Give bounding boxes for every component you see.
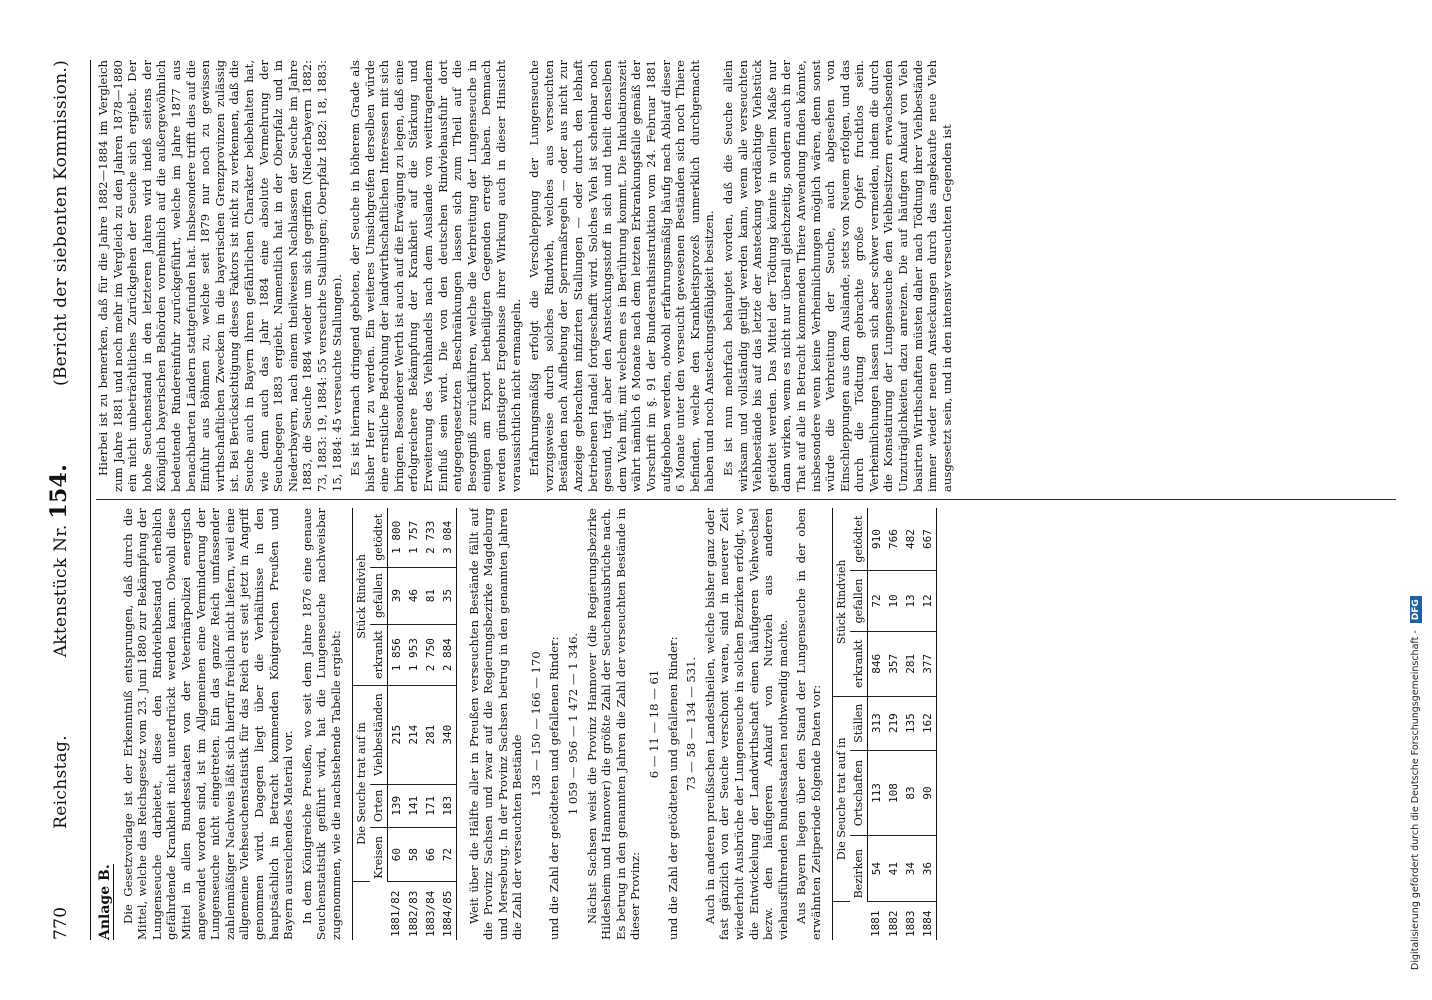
- table-cell: 1 757: [405, 508, 422, 567]
- table-cell: 313: [867, 696, 885, 750]
- paragraph: Es ist hiernach dringend geboten, der Seuche in höherem Grade als bisher Herr zu werden. Ein weiteres Umsichgreifen derselben würde eine ernstliche Bedrohung der landwirthschaftlichen Interessen mit sich bringen. Besonderer Werth ist auch auf die Erwägung zu legen, daß eine erfolgreichere Bekämpfung der Krankheit auf die Stärkung und Erweiterung des Viehhandels nach dem Auslande von weittragendem Einfluß sein wird. Die von den deutschen Rindviehausfuhr dort entgegengesetzten Beschränkungen lassen sich zum Theil auf die Besorgniß zurückführen, welche die Verbreitung der Lungenseuche in einigen am Export betheiligten Gegenden erregt haben. Demnach werden günstigere Ergebnisse ihrer Wirkung auch in dieser Hinsicht voraussichtlich nicht ermangeln.: [348, 60, 523, 492]
- table-row: [885, 508, 902, 940]
- table-cell: 1881: [869, 910, 883, 937]
- year-header: [832, 901, 867, 940]
- table-cell: 2 750: [422, 624, 439, 685]
- year-header: [352, 882, 387, 940]
- table-cell: 1884/85: [439, 882, 457, 940]
- header-center-prefix: Aktenstück Nr.: [51, 524, 71, 658]
- table-row: [387, 508, 405, 940]
- table-cell: 13: [902, 571, 919, 632]
- table-row: [902, 508, 919, 940]
- page-number: 770: [51, 906, 71, 940]
- column-header: erkrankt: [850, 631, 868, 696]
- table-cell: 60: [387, 827, 405, 881]
- header-right: (Bericht der siebenten Kommission.): [51, 60, 71, 387]
- table-cell: 1884: [919, 901, 937, 940]
- column-header: Ortschaften: [850, 750, 868, 836]
- table-row: [422, 508, 439, 940]
- table-cell: 72: [867, 571, 885, 632]
- number-line: 138 — 150 — 166 — 170: [528, 651, 543, 797]
- paragraph: Auch in anderen preußischen Landestheilen, welche bisher ganz oder fast gänzlich von der Seuche verschont waren, sind in neuerer Zeit wiederholt Ausbrüche der Lungenseuche in solchen Bezirken erfolgt, wo die Entwickelung der Landwirthschaft einen häufigeren Viehwechsel bezw. den häufigeren Ankauf von Nutzvieh aus anderen viehausführenden Bundesstaaten nothwendig machte.: [702, 508, 790, 940]
- paragraph: Erfahrungsmäßig erfolgt die Verschleppung der Lungenseuche vorzugsweise durch solches Rindvieh, welches aus verseuchten Beständen nach Aufhebung der Sperrmaßregeln — oder aus nicht zur Anzeige gebrachten infizirten Stallungen — oder durch den lebhaft betriebenen Handel fortgeschafft wird. Solches Vieh ist scheinbar noch gesund, trägt aber den Ansteckungsstoff in sich und theilt denselben dem Vieh mit, mit welchem es in Berührung kommt. Die Inkubationszeit währt nämlich 6 Monate nach dem letzten Erkrankungsfalle gemäß der Vorschrift im §. 91 der Bundesrathsinstruktion vom 24. Februar 1881 aufgehoben werden, obwohl erfahrungsmäßig häufig nach Ablauf dieser 6 Monate unter den verseucht gewesenen Beständen sich noch Thiere befinden, welche den Krankheitsprozeß unmerklich durchgemacht haben und noch Ansteckungsfähigkeit besitzen.: [527, 60, 717, 492]
- table-cell: 183: [439, 784, 457, 827]
- table-cell: 72: [439, 827, 457, 881]
- header-rule: [90, 60, 91, 940]
- table-cell: 1882: [886, 910, 900, 937]
- table-cell: 46: [405, 567, 422, 624]
- table-cell: 667: [919, 508, 937, 571]
- table-cell: 90: [919, 750, 937, 836]
- table-cell: 54: [867, 836, 885, 901]
- table-cell: 1882/83: [406, 890, 420, 937]
- table-cell: 171: [422, 784, 439, 827]
- left-column: [96, 508, 1396, 940]
- column-header: Bezirken: [850, 836, 868, 901]
- anlage-heading: Anlage B.: [97, 864, 113, 940]
- table-cell: 214: [405, 685, 422, 784]
- table-group-header: Die Seuche trat auf in: [352, 685, 370, 882]
- column-header: Viehbeständen: [370, 685, 388, 784]
- table-cell: 482: [902, 508, 919, 571]
- bavaria-table: [832, 508, 937, 940]
- column-divider: [96, 499, 1396, 500]
- number-line: 6 — 11 — 18 — 61: [647, 669, 662, 779]
- paragraph: In dem Königreiche Preußen, wo seit dem Jahre 1876 eine genaue Seuchenstatistik geführt wird, hat die Lungenseuche nachweisbar zugenommen, wie die nachstehende Tabelle ergiebt:: [299, 508, 343, 940]
- table-cell: 846: [867, 631, 885, 696]
- table-cell: 108: [885, 750, 902, 836]
- table-group-header: Stück Rindvieh: [352, 508, 370, 685]
- table-cell: 215: [387, 685, 405, 784]
- table-cell: 139: [387, 784, 405, 827]
- column-header: gefallen: [850, 571, 868, 632]
- table-cell: 357: [885, 631, 902, 696]
- table-cell: 1 800: [387, 508, 405, 567]
- paragraph: und die Zahl der getödteten und gefallenen Rinder:: [665, 636, 680, 940]
- table-cell: 36: [919, 836, 937, 901]
- table-cell: 1 856: [387, 624, 405, 685]
- header-center: [46, 464, 72, 657]
- table-cell: 35: [439, 567, 457, 624]
- table-cell: 141: [405, 784, 422, 827]
- table-cell: 66: [422, 827, 439, 881]
- table-cell: 1 953: [405, 624, 422, 685]
- table-cell: 281: [422, 685, 439, 784]
- paragraph: Hierbei ist zu bemerken, daß für die Jahre 1882—1884 im Vergleich zum Jahre 1881 und noch mehr im Vergleich zu den Jahren 1878—1880 ein nicht unbeträchtliches Zurückgehen der Seuche sich ergiebt. Der hohe Seuchenstand in den letzteren Jahren wird indeß seitens der Königlich bayerischen Behörden vornehmlich auf die außergewöhnlich bedeutende Rindereinfuhr zurückgeführt, welche im Jahre 1877 aus benachbarten Ländern stattgefunden hat. Insbesondere trifft dies auf die Einfuhr aus Böhmen zu, welche seit 1879 nur noch zu gewissen wirthschaftlichen Zwecken in die bayerischen Grenzprovinzen zulässig ist. Bei Berücksichtigung dieses Faktors ist nicht zu verkennen, daß die Seuche auch in Bayern ihren gefährlichen Charakter beibehalten hat, wie denn auch das Jahr 1884 eine absolute Vermehrung der Seuchegegen 1883 ergiebt. Namentlich hat in der Oberpfalz und in Niederbayern, nach einem theilweisen Nachlassen der Seuche im Jahre 1883, die Seuche 1884 wieder um sich gegriffen (Niederbayern 1882: 73, 1883: 19, 1884: 55 verseuchte Stallungen; Oberpfalz 1882: 18, 1883: 15, 1884: 45 verseuchte Stallungen).: [96, 60, 344, 492]
- column-header: gefallen: [370, 567, 388, 624]
- table-cell: 377: [919, 631, 937, 696]
- table-cell: 910: [867, 508, 885, 571]
- table-row: [439, 508, 457, 940]
- table-cell: 3 084: [439, 508, 457, 567]
- table-cell: 281: [902, 631, 919, 696]
- number-line: 73 — 58 — 134 — 531.: [684, 656, 699, 792]
- paragraph: und die Zahl der getödteten und gefallenen Rinder:: [547, 636, 562, 940]
- prussia-table: [352, 508, 457, 940]
- paragraph: Weit über die Hälfte aller in Preußen verseuchten Bestände fällt auf die Provinz Sachsen und zwar auf die Regierungsbezirke Magdeburg und Merseburg. In der Provinz Sachsen betrug in den genannten Jahren die Zahl der verseuchten Bestände: [466, 508, 525, 940]
- table-cell: 81: [422, 567, 439, 624]
- running-header: [46, 60, 88, 940]
- column-header: Ställen: [850, 696, 868, 750]
- table-cell: 162: [919, 696, 937, 750]
- column-header: getödtet: [370, 508, 388, 567]
- table-cell: 1883: [903, 910, 917, 937]
- table-cell: 113: [867, 750, 885, 836]
- column-header: getödtet: [850, 508, 868, 571]
- column-header: Orten: [370, 784, 388, 827]
- paragraph: Nächst Sachsen weist die Provinz Hannover (die Regierungsbezirke Hildesheim und Hannover) die größte Zahl der Seuchenausbrüche nach. Es betrug in den genannten Jahren die Zahl der verseuchten Bestände in dieser Provinz:: [584, 508, 643, 940]
- paragraph: Die Gesetzvorlage ist der Erkenntniß entsprungen, daß durch die Mittel, welche das Reichsgesetz vom 23. Juni 1880 zur Bekämpfung der Lungenseuche darbietet, diese den Rindviehbestand erheblich gefährdende Krankheit nicht unterdrückt werden kann. Obwohl diese Mittel in allen Bundesstaaten von der Veterinärpolizei energisch angewendet worden sind, ist im Allgemeinen eine Verminderung der Lungenseuche nicht eingetreten. Ein das ganze Reich umfassender zahlenmäßiger Nachweis läßt sich hierfür freilich nicht liefern, weil eine allgemeine Viehseuchenstatistik für das Reich erst seit jetzt in Angriff genommen wird. Dagegen liegt über die Verhältnisse in den hauptsächlich in Betracht kommenden Königreichen Preußen und Bayern ausreichendes Material vor.: [120, 508, 296, 940]
- table-group-header: Stück Rindvieh: [832, 508, 850, 696]
- table-cell: 58: [405, 827, 422, 881]
- credit-text: Digitalisierung gefördert durch die Deutsche Forschungsgemeinschaft -: [1410, 630, 1421, 970]
- header-center-number: 154.: [46, 463, 72, 519]
- table-cell: 340: [439, 685, 457, 784]
- table-cell: 135: [902, 696, 919, 750]
- table-cell: 34: [902, 836, 919, 901]
- table-row: [919, 508, 937, 940]
- table-group-header: Die Seuche trat auf in: [832, 696, 850, 901]
- table-cell: 219: [885, 696, 902, 750]
- table-row: [867, 508, 885, 940]
- paragraph: Aus Bayern liegen über den Stand der Lungenseuche in der oben erwähnten Zeitperiode folgende Daten vor:: [794, 508, 823, 940]
- table-cell: 1881/82: [389, 890, 403, 937]
- dfg-logo: DFG: [1410, 596, 1422, 623]
- paragraph: Es ist nun mehrfach behauptet worden, daß die Seuche allein wirksam und vollständig getilgt werden kann, wenn alle verseuchten Viehbestände bis auf das letzte der Ansteckung verdächtige Viehstück getödtet werden. Das Mittel der Tödtung könnte in vollem Maße nur dann wirken, wenn es nicht nur überall gleichzeitig, sondern auch in der That auf alle in Betracht kommenden Thiere Anwendung finden könnte, insbesondere wenn keine Verheimlichungen möglich wären, denn sonst würde die Verbreitung der Seuche, auch abgesehen von Einschleppungen aus dem Auslande, stets von Neuem erfolgen, und das durch die Tödtung gebrachte große Opfer fruchtlos sein. Verheimlichungen lassen sich aber schwer vermeiden, indem die durch die Konstatirung der Lungenseuche den Viehbesitzern erwachsenden Unzuträglichkeiten dazu anreizen. Die auf häufigen Ankauf von Vieh basirten Wirthschaften müsten daher nach Tödtung ihrer Viehbestände immer wieder neuen Ansteckungen durch das angekaufte neue Vieh ausgesetzt sein, und in den intensiv verseuchten Gegenden ist: [720, 60, 954, 492]
- table-row: [405, 508, 422, 940]
- column-header: erkrankt: [370, 624, 388, 685]
- digitization-credit: [1408, 30, 1424, 970]
- table-cell: 10: [885, 571, 902, 632]
- right-column: [96, 60, 1396, 492]
- table-cell: 12: [919, 571, 937, 632]
- table-cell: 2 733: [422, 508, 439, 567]
- table-cell: 2 884: [439, 624, 457, 685]
- column-header: Kreisen: [370, 827, 388, 881]
- table-cell: 39: [387, 567, 405, 624]
- table-cell: 41: [885, 836, 902, 901]
- table-cell: 1883/84: [423, 890, 437, 937]
- table-cell: 766: [885, 508, 902, 571]
- table-cell: 83: [902, 750, 919, 836]
- number-line: 1 059 — 956 — 1 472 — 1 346.: [566, 632, 581, 816]
- header-left: Reichstag.: [51, 735, 71, 829]
